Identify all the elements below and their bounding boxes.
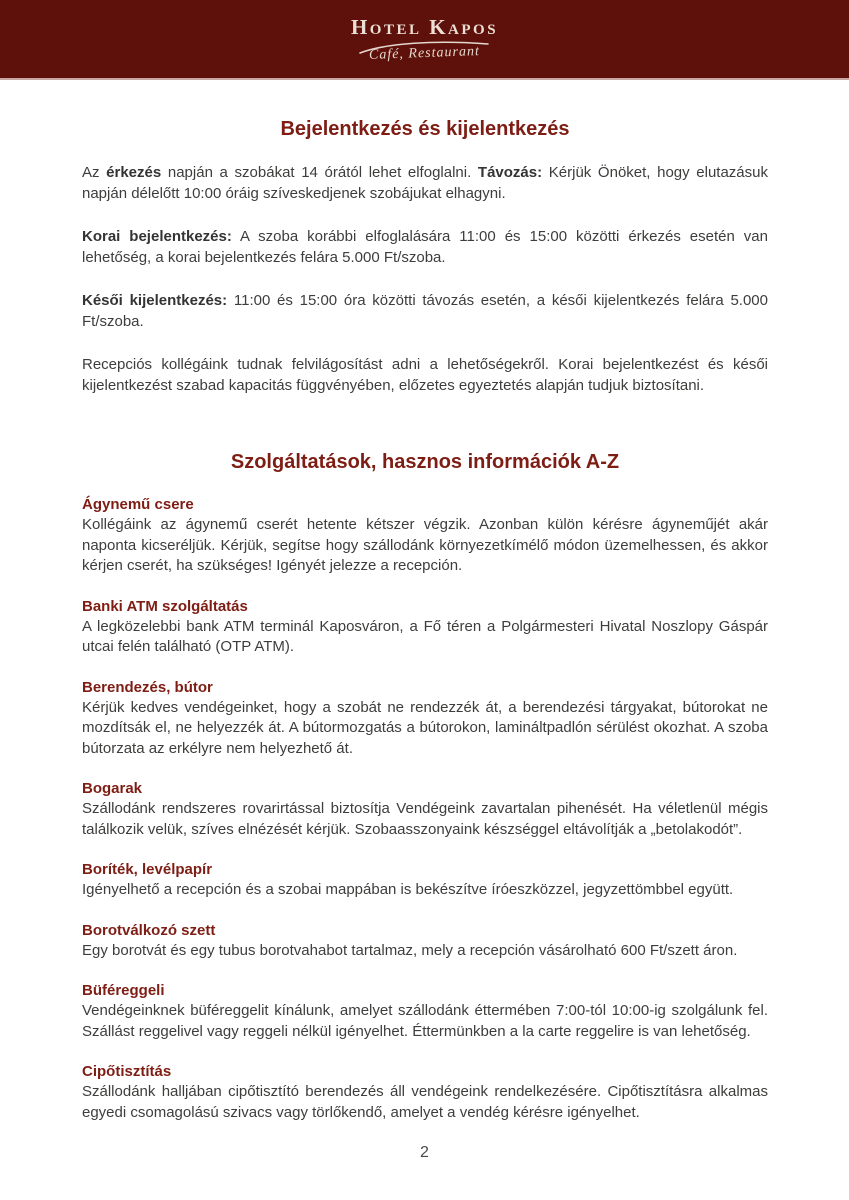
text-run-bold: Késői kijelentkezés:: [82, 292, 228, 309]
service-entry-body: Kollégáink az ágynemű cserét hetente kétszer végzik. Azonban külön kérésre ágyneműjét akár naponta kicseréljük. Kérjük, segítse hogy szállodánk környezetkímélő módon üzemelhessen, és akkor kérjen cserét, ha szükséges! Igényét jelezze a recepción.: [82, 516, 768, 574]
service-entry-buffet-breakfast: [82, 980, 768, 1042]
service-entry-body: Kérjük kedves vendégeinket, hogy a szobát ne rendezzék át, a berendezési tárgyakat, bútorokat ne mozdítsák el, ne helyezzék át. A bútormozgatás a bútorokon, lamináltpadlón sérülést okozhat. A szoba bútorzata az erkélyre nem helyezhető át.: [82, 698, 768, 757]
service-entry-heading: Bogarak: [82, 780, 143, 797]
service-entry-body: Szállodánk rendszeres rovarirtással biztosítja Vendégeink zavartalan pihenését. Ha véletlenül mégis találkozik velük, szíves elnézését kérjük. Szobaasszonyaink készséggel eltávolítják a „betolakodót”.: [82, 800, 768, 838]
service-entry-atm: [82, 596, 768, 658]
paragraph-early-checkin: [82, 227, 768, 268]
service-entry-heading: Cipőtisztítás: [82, 1063, 172, 1080]
section-title-services: Szolgáltatások, hasznos információk A-Z: [230, 451, 620, 473]
page-header: [0, 0, 849, 80]
service-entry-furniture: [82, 677, 768, 760]
hotel-logo: [351, 17, 498, 61]
text-run: A szoba korábbi elfoglalására 11:00 és 15:00 közötti érkezés esetén van lehetőség, a korai bejelentkezés felára 5.000 Ft/szoba.: [82, 228, 768, 266]
service-entry-body: Igényelhető a recepción és a szobai mappában is bekészítve íróeszközzel, jegyzettömbbel együtt.: [82, 881, 734, 898]
service-entry-heading: Ágynemű csere: [82, 496, 194, 513]
service-entry-envelope: [82, 859, 768, 901]
text-run: Az: [82, 164, 107, 181]
page-footer: [0, 1144, 849, 1162]
service-entry-body: Vendégeinknek büféreggelit kínálunk, amelyet szállodánk éttermében 7:00-tól 10:00-ig szolgálunk fel. Szállást reggelivel vagy reggeli nélkül igényelhet. Éttermünkben a la carte reggelire is van lehetőség.: [82, 1002, 768, 1040]
service-entry-shaving-kit: [82, 920, 768, 962]
service-entry-heading: Banki ATM szolgáltatás: [82, 597, 248, 615]
document-content: [0, 118, 849, 1123]
service-entry-heading: Boríték, levélpapír: [82, 861, 213, 878]
service-entry-shoe-cleaning: [82, 1061, 768, 1123]
paragraph-late-checkout: [82, 291, 768, 332]
logo-title: Hotel Kapos: [350, 15, 499, 39]
service-entry-body: A legközelebbi bank ATM terminál Kaposváron, a Fő téren a Polgármesteri Hivatal Noszlopy Gáspár utcai felén található (OTP ATM).: [82, 617, 768, 655]
service-entry-heading: Berendezés, bútor: [82, 678, 213, 696]
service-entry-bugs: [82, 778, 768, 840]
service-entry-bed-linen: [82, 494, 768, 577]
service-entry-body: Egy borotvát és egy tubus borotvahabot tartalmaz, mely a recepción vásárolható 600 Ft/szett áron.: [82, 941, 738, 959]
text-run-bold: Távozás:: [477, 164, 543, 181]
text-run-bold: Korai bejelentkezés:: [82, 228, 232, 245]
service-entry-heading: Büféreggeli: [82, 982, 165, 999]
paragraph-reception-info: [82, 355, 768, 396]
text-run: 11:00 és 15:00 óra közötti távozás esetén, a késői kijelentkezés felára 5.000 Ft/szoba.: [82, 292, 768, 330]
text-run-bold: érkezés: [106, 164, 162, 181]
service-entry-heading: Borotválkozó szett: [82, 921, 216, 939]
text-run: Recepciós kollégáink tudnak felvilágosítást adni a lehetőségekről. Korai bejelentkezést és késői kijelentkezést szabad kapacitás függvényében, előzetes egyeztetés alapján tudjuk biztosítani.: [82, 356, 768, 394]
text-run: napján a szobákat 14 órától lehet elfoglalni.: [161, 164, 478, 181]
logo-subtitle: Café, Restaurant: [368, 44, 481, 63]
page-number: 2: [420, 1144, 429, 1161]
text-run: Kérjük Önöket, hogy elutazásuk napján délelőtt 10:00 óráig szíveskedjenek szobájukat elhagyni.: [82, 164, 768, 202]
paragraph-arrival-departure: [82, 163, 768, 204]
service-entry-body: Szállodánk halljában cipőtisztító berendezés áll vendégeink rendelkezésére. Cipőtisztításra alkalmas egyedi csomagolású szivacs vagy törlőkendő, amelyet a vendég kérésre igényelhet.: [82, 1083, 768, 1121]
section-title-checkin: Bejelentkezés és kijelentkezés: [280, 118, 570, 140]
